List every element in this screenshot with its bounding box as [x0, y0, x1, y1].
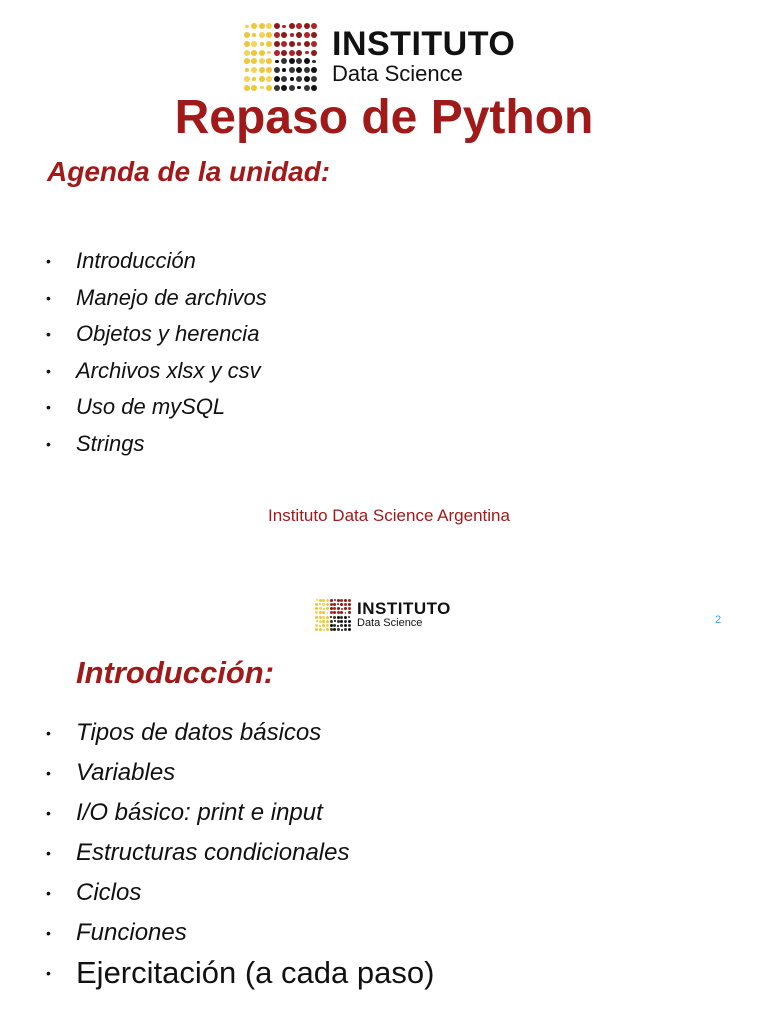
list-item: • Strings	[46, 426, 267, 463]
list-item: • Variables	[46, 753, 349, 793]
logo-dots-icon	[315, 598, 351, 632]
list-item: • Funciones	[46, 913, 349, 953]
logo-subtitle: Data Science	[332, 61, 463, 86]
slide-title: Repaso de Python	[174, 91, 594, 144]
list-item: • I/O básico: print e input	[46, 793, 349, 833]
institute-logo	[243, 22, 515, 92]
list-item: • Manejo de archivos	[46, 280, 267, 317]
list-item: • Tipos de datos básicos	[46, 713, 349, 753]
agenda-list	[46, 243, 267, 462]
list-item: • Ciclos	[46, 873, 349, 913]
list-item: • Ejercitación (a cada paso)	[46, 953, 434, 993]
institute-logo-small	[315, 598, 451, 632]
logo-title: INSTITUTO	[332, 25, 516, 63]
logo-title: INSTITUTO	[357, 599, 451, 618]
list-item: • Archivos xlsx y csv	[46, 353, 267, 390]
page-number: 2	[715, 614, 722, 626]
list-item: • Introducción	[46, 243, 267, 280]
list-item: • Uso de mySQL	[46, 389, 267, 426]
footer-text: Instituto Data Science Argentina	[268, 506, 510, 525]
logo-subtitle: Data Science	[357, 617, 423, 629]
list-item: • Objetos y herencia	[46, 316, 267, 353]
intro-list	[46, 713, 349, 953]
intro-heading: Introducción:	[76, 655, 275, 690]
agenda-heading: Agenda de la unidad:	[47, 156, 331, 187]
intro-list-final	[46, 953, 434, 993]
logo-dots-icon	[243, 22, 318, 92]
list-item: • Estructuras condicionales	[46, 833, 349, 873]
